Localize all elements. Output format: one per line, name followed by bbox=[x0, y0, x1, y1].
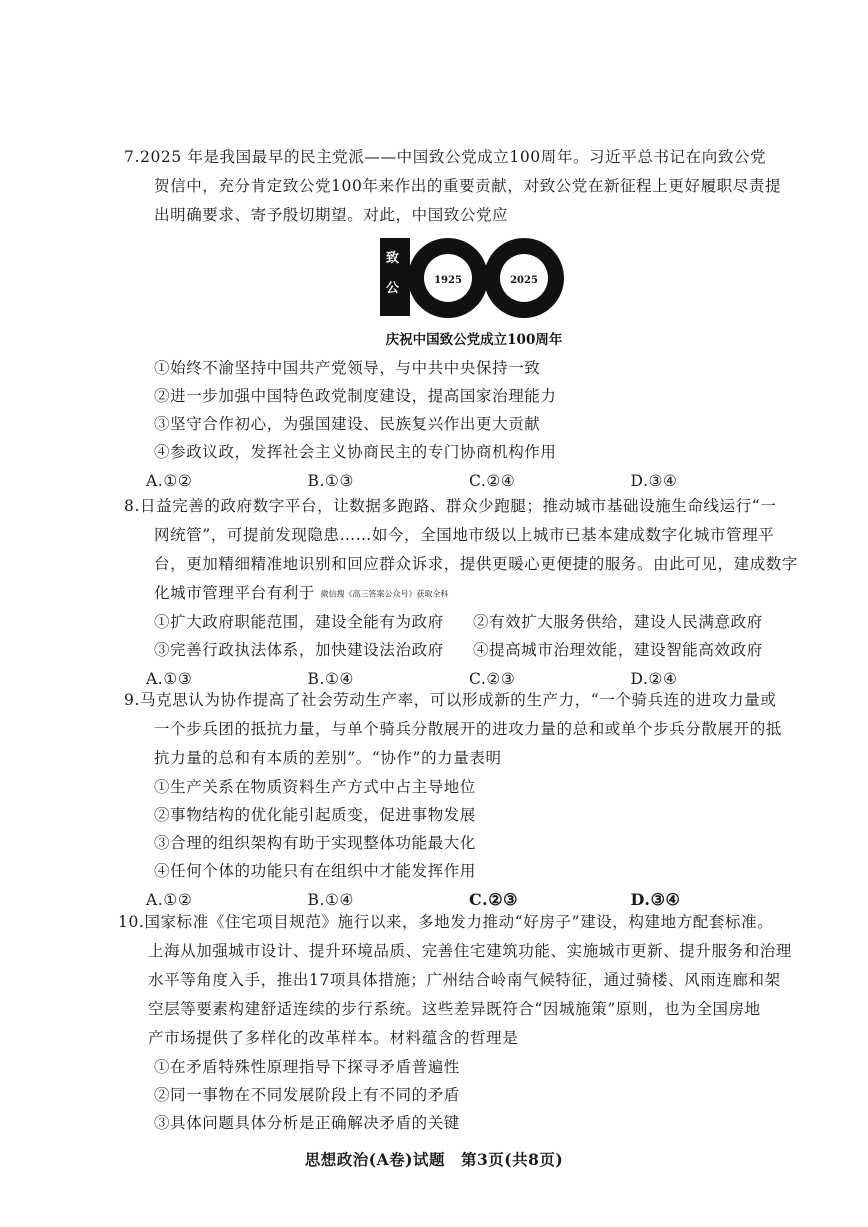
question-8-stem-line: 8.日益完善的政府数字平台，让数据多跑路、群众少跑腿；推动城市基础设施生命线运行“一 bbox=[124, 497, 777, 515]
question-10-stem-line: 上海从加强城市设计、提升环境品质、完善住宅建筑功能、实施城市更新、提升服务和治理 bbox=[148, 942, 793, 960]
question-7-options bbox=[124, 354, 792, 496]
logo-year-start: 1925 bbox=[434, 275, 462, 286]
question-8 bbox=[124, 492, 799, 694]
question-7-option-1: ①始终不渝坚持中国共产党领导，与中共中央保持一致 bbox=[154, 359, 541, 377]
choice-c: C.②③ bbox=[469, 890, 519, 909]
question-8-option-4: ④提高城市治理效能，建设智能高效政府 bbox=[473, 641, 763, 659]
choice-d: D.②④ bbox=[630, 670, 678, 688]
question-9-option-3: ③合理的组织架构有助于实现整体功能最大化 bbox=[154, 834, 477, 852]
question-10-option-3: ③具体问题具体分析是正确解决矛盾的关键 bbox=[154, 1114, 460, 1132]
question-9 bbox=[124, 686, 792, 915]
question-10-option-1: ①在矛盾特殊性原理指导下探寻矛盾普遍性 bbox=[154, 1058, 460, 1076]
anniversary-logo bbox=[374, 232, 574, 350]
question-7-stem-line: 贺信中，充分肯定致公党100年来作出的重要贡献，对致公党在新征程上更好履职尽责提 bbox=[154, 177, 782, 195]
question-7-option-3: ③坚守合作初心，为强国建设、民族复兴作出更大贡献 bbox=[154, 415, 541, 433]
choice-d: D.③④ bbox=[630, 890, 681, 909]
question-7-option-4: ④参政议政，发挥社会主义协商民主的专门协商机构作用 bbox=[154, 443, 557, 461]
question-7-stem-line: 7.2025 年是我国最早的民主党派——中国致公党成立100周年。习近平总书记在向致公党 bbox=[124, 148, 767, 166]
logo-graphic bbox=[374, 232, 574, 350]
choice-b: B.①③ bbox=[307, 472, 355, 490]
question-10-stem-line: 空层等要素构建舒适连续的步行系统。这些差异既符合“因城施策”原则，也为全国房地 bbox=[148, 1000, 761, 1018]
question-9-option-4: ④任何个体的功能只有在组织中才能发挥作用 bbox=[154, 862, 477, 880]
choice-c: C.②③ bbox=[469, 670, 516, 688]
question-10 bbox=[118, 908, 794, 1137]
question-8-option-1: ①扩大政府职能范围，建设全能有为政府 bbox=[154, 613, 444, 631]
question-8-options-row-1 bbox=[124, 608, 792, 636]
question-10-stem-line: 水平等角度入手，推出17项具体措施；广州结合岭南气候特征，通过骑楼、风雨连廊和架 bbox=[148, 971, 781, 989]
logo-calligraphy-1: 致 bbox=[386, 251, 400, 266]
question-8-stem-line bbox=[124, 579, 792, 608]
question-10-stem-line: 10.国家标准《住宅项目规范》施行以来，多地发力推动“好房子”建设，构建地方配套标准。 bbox=[118, 913, 774, 931]
question-9-option-1: ①生产关系在物质资料生产方式中占主导地位 bbox=[154, 778, 477, 796]
choice-a: A.①② bbox=[146, 891, 193, 909]
choice-a: A.①② bbox=[146, 472, 193, 490]
question-9-option-2: ②事物结构的优化能引起质变，促进事物发展 bbox=[154, 806, 477, 824]
question-7 bbox=[124, 143, 792, 230]
logo-caption: 庆祝中国致公党成立100周年 bbox=[385, 332, 563, 348]
question-8-stem-line: 网统管”，可提前发现隐患……如今，全国地市级以上城市已基本建成数字化城市管理平 bbox=[154, 526, 775, 544]
question-9-stem-line: 抗力量的总和有本质的差别”。“协作”的力量表明 bbox=[154, 749, 502, 767]
question-9-stem-line: 9.马克思认为协作提高了社会劳动生产率，可以形成新的生产力，“一个骑兵连的进攻力量或 bbox=[124, 691, 777, 709]
question-8-option-2: ②有效扩大服务供给，建设人民满意政府 bbox=[473, 613, 763, 631]
question-7-option-2: ②进一步加强中国特色政党制度建设，提高国家治理能力 bbox=[154, 387, 557, 405]
choice-d: D.③④ bbox=[630, 472, 678, 490]
question-10-option-2: ②同一事物在不同发展阶段上有不同的矛盾 bbox=[154, 1086, 460, 1104]
question-8-options-row-2 bbox=[124, 636, 792, 664]
question-8-option-3: ③完善行政执法体系，加快建设法治政府 bbox=[154, 641, 444, 659]
logo-calligraphy-2: 公 bbox=[386, 281, 400, 296]
choice-b: B.①④ bbox=[307, 670, 355, 688]
question-7-stem-line: 出明确要求、寄予殷切期望。对此，中国致公党应 bbox=[154, 206, 509, 224]
watermark-text: 微信搜《高三答案公众号》获取全科 bbox=[320, 589, 449, 599]
choice-b: B.①④ bbox=[307, 891, 355, 909]
question-10-stem-line: 产市场提供了多样化的改革样本。材料蕴含的哲理是 bbox=[148, 1029, 519, 1047]
choice-a: A.①③ bbox=[146, 670, 193, 688]
logo-year-end: 2025 bbox=[510, 275, 538, 286]
question-8-stem-end: 化城市管理平台有利于 bbox=[154, 584, 316, 602]
question-9-stem-line: 一个步兵团的抵抗力量，与单个骑兵分散展开的进攻力量的总和或单个步兵分散展开的抵 bbox=[154, 720, 782, 738]
page-footer: 思想政治(A卷)试题 第3页(共8页) bbox=[304, 1150, 564, 1169]
choice-c: C.②④ bbox=[469, 472, 516, 490]
question-8-stem-line: 台，更加精细精准地识别和回应群众诉求，提供更暖心更便捷的服务。由此可见，建成数字 bbox=[154, 555, 799, 573]
